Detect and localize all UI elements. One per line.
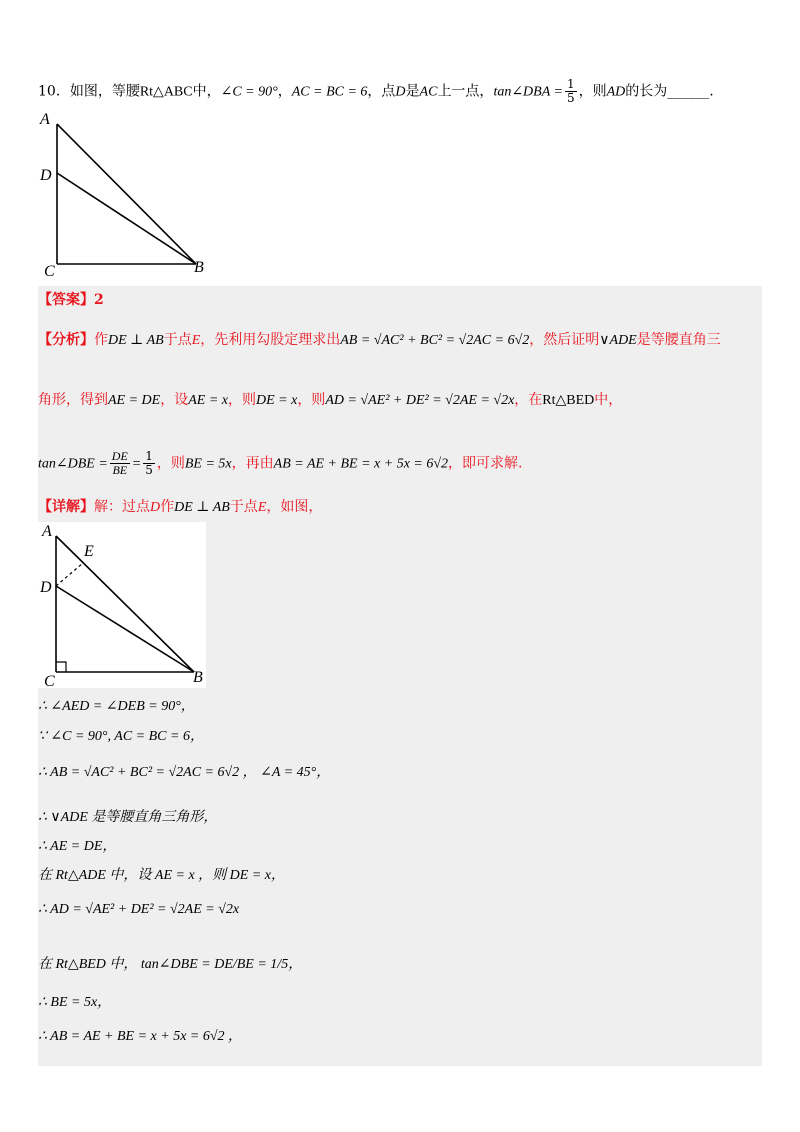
analysis-text: ，则 xyxy=(227,392,256,408)
label-c: C xyxy=(44,673,55,688)
analysis-text: 中， xyxy=(594,392,623,408)
answer-tag: 【答案】 xyxy=(38,292,94,308)
analysis-text: ，则 xyxy=(297,392,326,408)
label-d: D xyxy=(40,167,52,184)
math-ad-value: AD = √AE² + DE² = √2AE = √2x xyxy=(325,393,515,408)
math-rt-bed: Rt△BED xyxy=(542,393,595,408)
label-b: B xyxy=(193,669,203,686)
label-a: A xyxy=(40,111,50,128)
question-text: ， xyxy=(277,83,292,100)
math-tan-dbe: tan∠DBE = xyxy=(38,456,108,472)
analysis-text: 角形，得到 xyxy=(38,392,108,408)
triangle-figure-2 xyxy=(38,522,206,688)
fraction-denominator: 5 xyxy=(145,463,153,477)
analysis-line-1 xyxy=(38,330,721,351)
question-text: 中， xyxy=(192,83,221,100)
question-text: 的长为 xyxy=(625,83,668,100)
math-ac-bc: AC = BC = 6 xyxy=(291,84,368,100)
analysis-text: ，先利用勾股定理求出 xyxy=(200,332,341,348)
math-de-x: DE = x xyxy=(255,393,298,408)
math-ab-value: AB = √AC² + BC² = √2AC = 6√2 xyxy=(340,333,530,348)
analysis-tag: 【分析】 xyxy=(38,332,94,348)
question-line xyxy=(38,78,714,105)
math-rt-abc: Rt△ABC xyxy=(139,84,193,100)
fraction-1-5 xyxy=(143,450,155,477)
analysis-text: ，设 xyxy=(160,392,189,408)
fraction-numerator: 1 xyxy=(566,77,575,91)
analysis-text: ，然后证明 xyxy=(529,332,600,348)
step-line: ∴ ∠AED = ∠DEB = 90°， xyxy=(38,699,195,714)
math-ab-sum: AB = AE + BE = x + 5x = 6√2 xyxy=(273,456,449,472)
label-c: C xyxy=(44,263,55,280)
analysis-text: ，则 xyxy=(156,455,185,472)
analysis-text: 是等腰直角三 xyxy=(636,332,721,348)
math-de-perp-ab: DE ⊥ AB xyxy=(174,500,230,515)
math-ae-de: AE = DE xyxy=(108,393,161,408)
triangle-figure-1 xyxy=(30,110,220,280)
analysis-text: ，即可求解. xyxy=(448,455,523,472)
fraction xyxy=(565,78,577,105)
analysis-line-2 xyxy=(38,390,622,411)
analysis-line-3 xyxy=(38,450,523,477)
step-line: 在 Rt△BED 中， tan∠DBE = DE/BE = 1/5， xyxy=(38,957,303,972)
step-line: ∴ ∨ADE 是等腰直角三角形， xyxy=(38,810,218,825)
math-equals: = xyxy=(131,456,142,472)
detail-text: ，如图， xyxy=(266,499,323,515)
math-ac: AC xyxy=(419,84,438,100)
analysis-text: 于点 xyxy=(163,332,192,348)
step-line: ∴ AE = DE， xyxy=(38,839,117,854)
answer-value: 2 xyxy=(94,292,104,308)
step-line: ∴ AB = √AC² + BC² = √2AC = 6√2 ， ∠A = 45°， xyxy=(38,765,331,780)
math-d: D xyxy=(395,84,406,100)
math-be-5x: BE = 5x xyxy=(184,456,232,472)
math-d: D xyxy=(150,500,161,515)
question-text: 上一点， xyxy=(437,83,494,100)
question-number: 10． xyxy=(38,83,70,100)
analysis-text: ，再由 xyxy=(231,455,274,472)
label-a: A xyxy=(42,523,52,540)
math-e: E xyxy=(191,333,201,348)
math-de-perp-ab: DE ⊥ AB xyxy=(108,333,164,348)
fraction-denominator: 5 xyxy=(566,91,575,105)
label-b: B xyxy=(194,259,204,276)
fraction-denominator: BE xyxy=(112,463,128,477)
answer-line xyxy=(38,290,104,310)
detail-text: 解：过点 xyxy=(94,499,150,515)
math-e: E xyxy=(257,500,267,515)
question-text: ，点 xyxy=(367,83,396,100)
step-line: ∴ AB = AE + BE = x + 5x = 6√2 ， xyxy=(38,1029,243,1044)
question-text: 如图，等腰 xyxy=(69,83,140,100)
step-line: ∴ BE = 5x， xyxy=(38,995,112,1010)
math-ade: ∨ADE xyxy=(599,333,637,348)
math-ae-x: AE = x xyxy=(188,393,228,408)
step-line: 在 Rt△ADE 中，设 AE = x ，则 DE = x， xyxy=(38,868,286,883)
detail-text: 作 xyxy=(160,499,175,515)
step-line: ∴ AD = √AE² + DE² = √2AE = √2x xyxy=(38,902,240,917)
fraction-numerator: 1 xyxy=(145,449,153,463)
label-d: D xyxy=(40,579,52,596)
math-tan: tan∠DBA = xyxy=(493,84,563,100)
question-text: 是 xyxy=(405,83,420,100)
detail-tag: 【详解】 xyxy=(38,499,94,515)
math-ad: AD xyxy=(606,84,626,100)
answer-blank: ______ xyxy=(667,83,710,100)
fraction-de-be xyxy=(110,450,130,477)
detail-line xyxy=(38,497,322,518)
analysis-text: ，在 xyxy=(514,392,543,408)
math-angle-c: ∠C = 90° xyxy=(220,84,278,100)
step-line: ∵ ∠C = 90°, AC = BC = 6， xyxy=(38,729,204,744)
fraction-numerator: DE xyxy=(111,449,128,463)
analysis-text: 作 xyxy=(94,332,108,348)
question-text: ，则 xyxy=(578,83,607,100)
label-e: E xyxy=(84,543,94,560)
detail-text: 于点 xyxy=(229,499,258,515)
question-text: . xyxy=(709,83,714,100)
